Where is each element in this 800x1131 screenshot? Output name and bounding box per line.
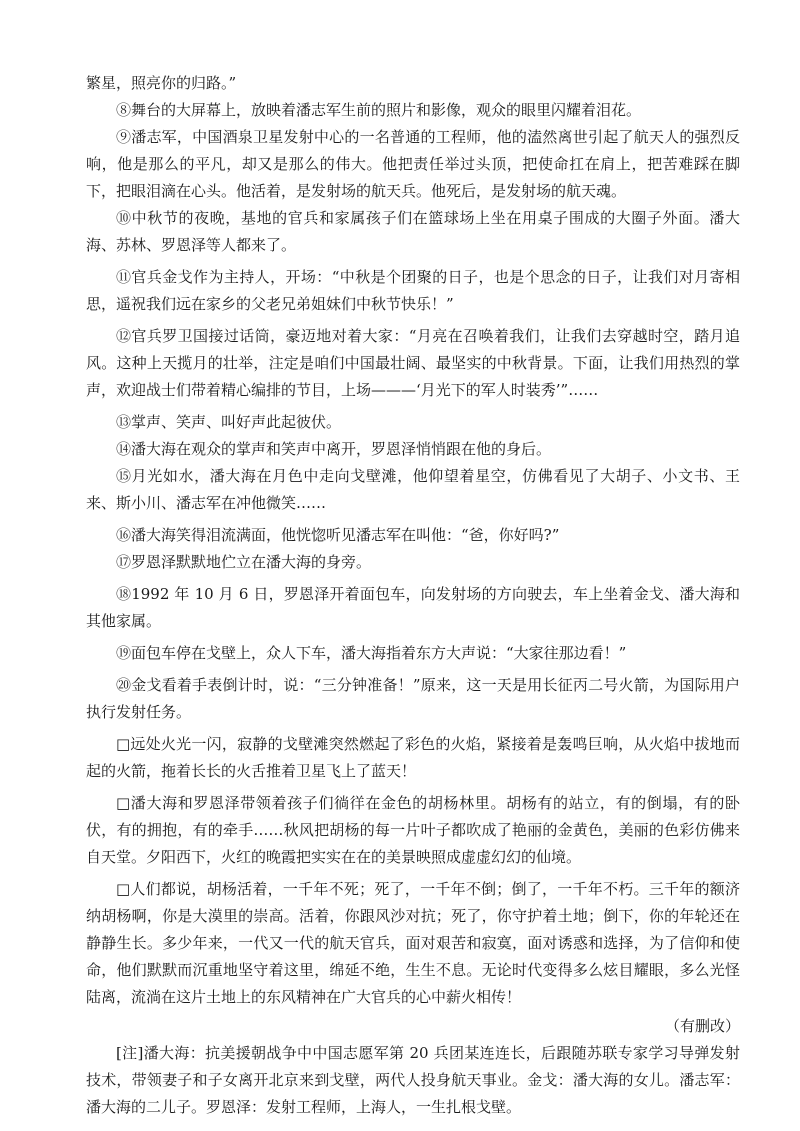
paragraph-10: ⑩中秋节的夜晚，基地的官兵和家属孩子们在篮球场上坐在用桌子围成的大圈子外面。潘大海、苏林、罗恩泽等人都来了。 [86,209,740,254]
paragraph-14: ⑭潘大海在观众的掌声和笑声中离开，罗恩泽悄悄跟在他的身后。 [116,440,552,458]
paragraph-12: ⑫官兵罗卫国接过话筒，豪迈地对着大家：“月亮在召唤着我们，让我们去穿越时空，踏月追风。这种上天揽月的壮举，注定是咱们中国最壮阔、最坚实的中秋背景。下面，让我们用热烈的掌声，欢迎战士们带着精心编排的节目，上场———‘月光下的军人时装秀’”…… [86,327,740,399]
source-note: （有删改） [664,1017,740,1035]
footnote: [注]潘大海：抗美援朝战争中中国志愿军第 20 兵团某连连长，后跟随苏联专家学习导弹发射技术，带领妻子和子女离开北京来到戈壁，两代人投身航天事业。金戈：潘大海的女儿。潘志军：潘大海的二儿子。罗恩泽：发射工程师，上海人，一生扎根戈壁。 [86,1044,740,1116]
paragraph-11: ⑪官兵金戈作为主持人，开场：“中秋是个团聚的日子，也是个思念的日子，让我们对月寄相思，遥祝我们远在家乡的父老兄弟姐妹们中秋节快乐！” [86,268,740,313]
paragraph-17: ⑰罗恩泽默默地伫立在潘大海的身旁。 [116,553,372,571]
paragraph-9: ⑨潘志军，中国酒泉卫星发射中心的一名普通的工程师，他的溘然离世引起了航天人的强烈反响，他是那么的平凡，却又是那么的伟大。他把责任举过头顶，把使命扛在肩上，把苦难踩在脚下，把眼泪滴在心头。他活着，是发射场的航天兵。他死后，是发射场的航天魂。 [86,128,740,200]
paragraph-19: ⑲面包车停在戈壁上，众人下车，潘大海指着东方大声说：“大家往那边看！” [116,644,627,662]
paragraph-13: ⑬掌声、笑声、叫好声此起彼伏。 [116,413,342,431]
paragraph-23: □人们都说，胡杨活着，一千年不死；死了，一千年不倒；倒了，一千年不朽。三千年的额济纳胡杨啊，你是大漠里的崇高。活着，你跟风沙对抗；死了，你守护着土地；倒下，你的年轮还在静静生长。多少年来，一代又一代的航天官兵，面对艰苦和寂寞，面对诱惑和选择，为了信仰和使命，他们默默而沉重地坚守着这里，绵延不绝，生生不息。无论时代变得多么炫目耀眼，多么光怪陆离，流淌在这片土地上的东风精神在广大官兵的心中薪火相传！ [86,880,740,1006]
document-page [86,70,740,1121]
paragraph-21: □远处火光一闪，寂静的戈壁滩突然燃起了彩色的火焰，紧接着是轰鸣巨响，从火焰中拔地而起的火箭，拖着长长的火舌推着卫星飞上了蓝天！ [86,735,740,780]
paragraph-16: ⑯潘大海笑得泪流满面，他恍惚听见潘志军在叫他：“爸，你好吗?” [116,526,560,544]
paragraph-22: □潘大海和罗恩泽带领着孩子们徜徉在金色的胡杨林里。胡杨有的站立，有的倒塌，有的卧伏，有的拥抱，有的牵手……秋风把胡杨的每一片叶子都吹成了艳丽的金黄色，美丽的色彩仿佛来自天堂。夕阳西下，火红的晚霞把实实在在的美景映照成虚虚幻幻的仙境。 [86,794,740,866]
paragraph-8: ⑧舞台的大屏幕上，放映着潘志军生前的照片和影像，观众的眼里闪耀着泪花。 [116,101,642,119]
paragraph-continuation: 繁星，照亮你的归路。” [86,74,237,92]
paragraph-20: ⑳金戈看着手表倒计时，说：“三分钟准备！”原来，这一天是用长征丙二号火箭，为国际用户执行发射任务。 [86,676,740,721]
paragraph-15: ⑮月光如水，潘大海在月色中走向戈壁滩，他仰望着星空，仿佛看见了大胡子、小文书、王来、斯小川、潘志军在冲他微笑…… [86,467,740,512]
paragraph-18: ⑱1992 年 10 月 6 日，罗恩泽开着面包车，向发射场的方向驶去，车上坐着金戈、潘大海和其他家属。 [86,585,740,630]
